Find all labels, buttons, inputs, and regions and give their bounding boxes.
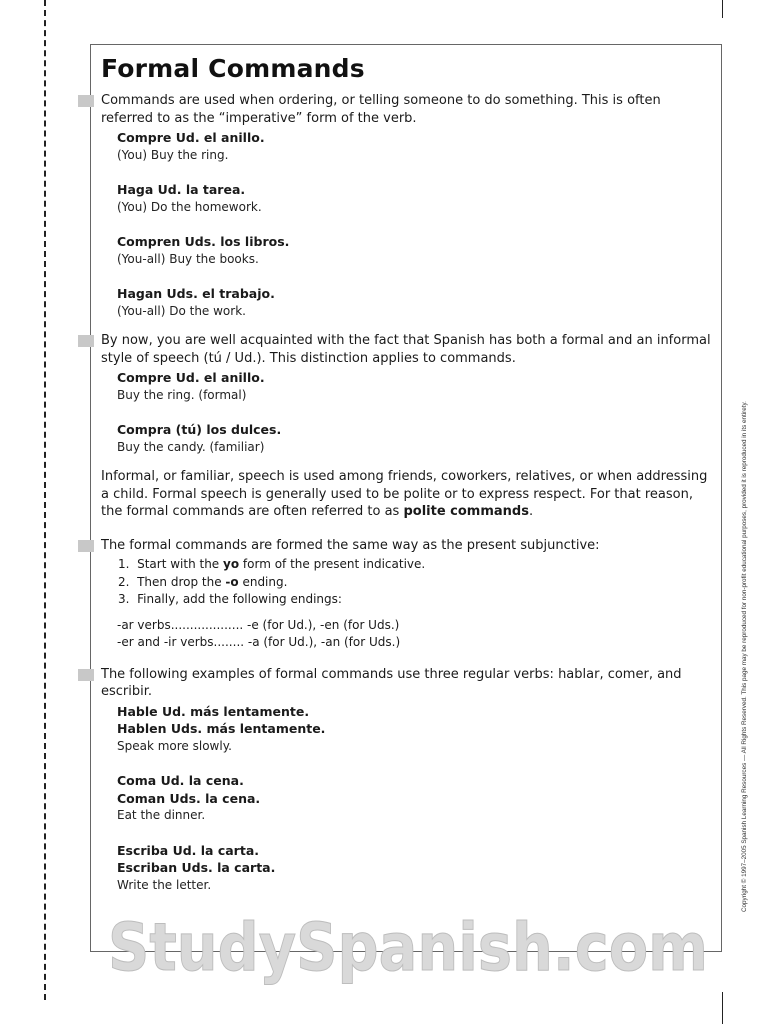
example-english: (You-all) Buy the books. (117, 251, 259, 266)
square-bullet-icon (78, 95, 94, 107)
square-bullet-icon (78, 335, 94, 347)
crop-mark-top (722, 0, 723, 18)
steps-list (101, 556, 713, 609)
step-item (117, 591, 713, 609)
example-english: Buy the candy. (familiar) (117, 439, 265, 454)
step-item (117, 556, 713, 574)
step-bold: yo (223, 557, 240, 571)
example-spanish-ud: Escriba Ud. la carta. (117, 842, 260, 858)
watermark-logo (103, 906, 713, 986)
example-english: Eat the dinner. (117, 808, 206, 822)
example-spanish: Compra (tú) los dulces. (117, 422, 282, 437)
example-group (117, 703, 713, 756)
example-spanish: Compre Ud. el anillo. (117, 370, 265, 385)
example-group (117, 772, 713, 825)
example-english: (You) Buy the ring. (117, 147, 229, 162)
cut-line (44, 0, 46, 1000)
example-spanish: Hagan Uds. el trabajo. (117, 286, 275, 301)
example (117, 181, 713, 216)
example-spanish-uds: Hablen Uds. más lentamente. (117, 721, 326, 736)
section-intro: Commands are used when ordering, or telling someone to do something. This is often referred to as the “imperative” form of the verb. (101, 93, 661, 126)
section-intro: The formal commands are formed the same way as the present subjunctive: (101, 537, 600, 553)
square-bullet-icon (78, 540, 94, 552)
worksheet-content (101, 54, 713, 894)
example (117, 233, 713, 268)
example-english: (You) Do the homework. (117, 199, 262, 214)
example-spanish: Compre Ud. el anillo. (117, 130, 265, 145)
example-spanish-uds: Coman Uds. la cena. (117, 790, 261, 806)
step-bold: -o (225, 574, 239, 589)
section-intro: The following examples of formal commands use three regular verbs: hablar, comer, and escribir. (101, 666, 682, 699)
section-intro: By now, you are well acquainted with the fact that Spanish has both a formal and an informal style of speech (tú / Ud.). This distinction applies to commands. (101, 333, 711, 366)
step-item (117, 574, 713, 592)
example-spanish-ud: Coma Ud. la cena. (117, 773, 244, 788)
section-formal-informal (101, 332, 713, 521)
step-number: 3. (118, 592, 130, 606)
square-bullet-icon (78, 669, 94, 681)
endings-row-ar: -ar verbs................... -e (for Ud.), -en (for Uds.) (117, 617, 400, 632)
polite-commands-note (101, 468, 713, 521)
step-text: Finally, add the following endings: (137, 592, 342, 606)
example-spanish: Haga Ud. la tarea. (117, 182, 246, 197)
step-number: 2. (118, 574, 130, 589)
example (117, 369, 713, 404)
note-text: Informal, or familiar, speech is used among friends, coworkers, relatives, or when addressing a child. Formal speech is generally used to be polite or to express respect. For that reason, the formal commands are often referred to as (101, 469, 708, 519)
endings-table (117, 617, 713, 652)
copyright-notice: Copyright © 1997–2005 Spanish Learning Resources — All Rights Reserved. This page may be reproduced for non-profit educational purposes, provided it is reproduced in its entirety. (741, 401, 748, 912)
step-text: form of the present indicative. (239, 557, 426, 571)
example-english: Buy the ring. (formal) (117, 387, 247, 402)
note-end: . (528, 504, 534, 519)
example-english: (You-all) Do the work. (117, 303, 246, 318)
example-group (117, 842, 713, 895)
step-number: 1. (118, 557, 130, 571)
example (117, 129, 713, 164)
example-english: Write the letter. (117, 877, 212, 892)
page-title: Formal Commands (101, 54, 365, 83)
step-text: Then drop the (137, 574, 226, 589)
section-regular-verbs (101, 666, 713, 895)
step-text: Start with the (137, 557, 224, 571)
example-english: Speak more slowly. (117, 738, 232, 753)
crop-mark-bottom (722, 992, 723, 1024)
section-imperative (101, 92, 713, 320)
example-spanish-ud: Hable Ud. más lentamente. (117, 703, 310, 719)
note-bold-term: polite commands (403, 504, 529, 519)
step-text: ending. (238, 574, 288, 589)
endings-row-er-ir: -er and -ir verbs........ -a (for Ud.), -an (for Uds.) (117, 635, 401, 649)
example-spanish-uds: Escriban Uds. la carta. (117, 860, 276, 875)
example (117, 421, 713, 456)
example (117, 285, 713, 320)
section-formation (101, 537, 713, 652)
watermark-text: StudySpanish.com (108, 909, 708, 986)
example-spanish: Compren Uds. los libros. (117, 234, 290, 249)
